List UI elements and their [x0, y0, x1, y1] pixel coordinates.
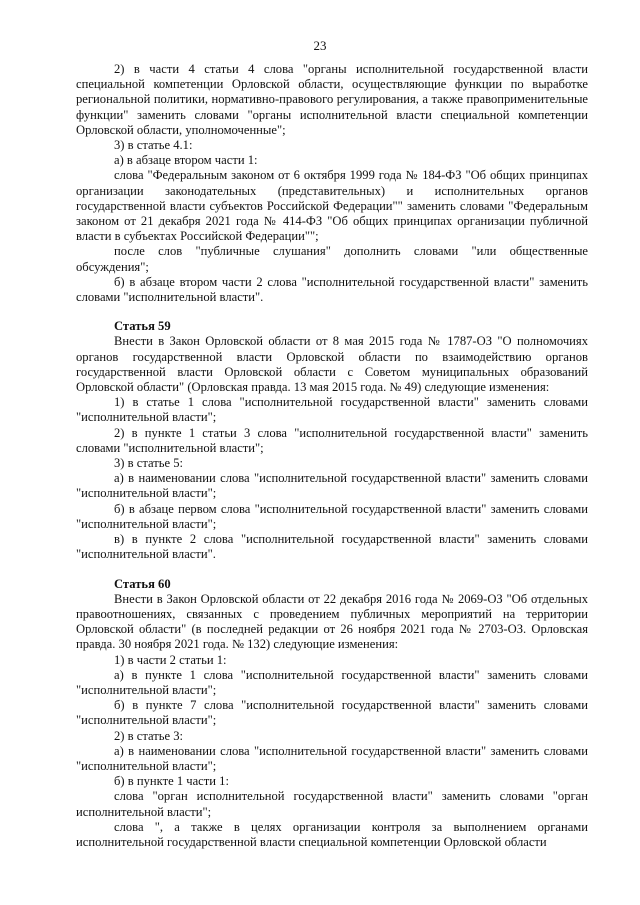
article-60-heading: Статья 60	[114, 576, 171, 591]
paragraph: слова "Федеральным законом от 6 октября 1999 года № 184-ФЗ "Об общих принципах организации законодательных (представительных) и исполнительных органов государственной власти субъектов Российской Федерации"" заменить словами "Федеральным законом от 21 декабря 2021 года № 414-ФЗ "Об общих принципах организации публичной власти в субъектах Российской Федерации"";	[76, 168, 588, 244]
document-body	[76, 62, 588, 850]
paragraph: а) в наименовании слова "исполнительной государственной власти" заменить словами "исполнительной власти";	[76, 743, 588, 773]
paragraph: 2) в статье 3:	[114, 728, 184, 743]
paragraph: а) в наименовании слова "исполнительной государственной власти" заменить словами "исполнительной власти";	[76, 471, 588, 501]
paragraph: а) в пункте 1 слова "исполнительной государственной власти" заменить словами "исполнительной власти";	[76, 667, 588, 697]
paragraph: б) в пункте 1 части 1:	[114, 774, 229, 789]
section-gap	[76, 305, 588, 319]
paragraph: слова "орган исполнительной государственной власти" заменить словами "орган исполнительной власти";	[76, 789, 588, 819]
article-59-heading: Статья 59	[114, 319, 171, 334]
paragraph: Внести в Закон Орловской области от 22 декабря 2016 года № 2069-ОЗ "Об отдельных правоотношениях, связанных с проведением публичных мероприятий на территории Орловской области" (в последней редакции от 26 ноября 2021 года № 2703-ОЗ. Орловская правда. 30 ноября 2021 года. № 132) следующие изменения:	[76, 591, 588, 652]
paragraph: 1) в части 2 статьи 1:	[114, 652, 227, 667]
paragraph: 2) в части 4 статьи 4 слова "органы исполнительной государственной власти специальной компетенции Орловской области, осуществляющие функции по выработке региональной политики, нормативно-правового регулирования, а также правоприменительные функции" заменить словами "органы исполнительной власти специальной компетенции Орловской области, уполномоченные";	[76, 62, 588, 137]
paragraph: 3) в статье 4.1:	[114, 138, 193, 153]
section-gap	[76, 563, 588, 577]
paragraph: а) в абзаце втором части 1:	[114, 153, 258, 168]
page-number: 23	[313, 38, 327, 53]
paragraph: в) в пункте 2 слова "исполнительной государственной власти" заменить словами "исполнительной власти".	[76, 532, 588, 562]
paragraph: б) в абзаце первом слова "исполнительной государственной власти" заменить словами "исполнительной власти";	[76, 501, 588, 531]
paragraph: Внести в Закон Орловской области от 8 мая 2015 года № 1787-ОЗ "О полномочиях органов государственной власти Орловской области по взаимодействию органов государственной власти Орловской области с Советом муниципальных образований Орловской области" (Орловская правда. 13 мая 2015 года. № 49) следующие изменения:	[76, 334, 588, 395]
paragraph: б) в абзаце втором части 2 слова "исполнительной государственной власти" заменить словами "исполнительной власти".	[76, 274, 588, 305]
paragraph: слова ", а также в целях организации контроля за выполнением органами исполнительной государственной власти специальной компетенции Орловской области	[76, 819, 588, 849]
paragraph: 1) в статье 1 слова "исполнительной государственной власти" заменить словами "исполнительной власти";	[76, 395, 588, 425]
paragraph: б) в пункте 7 слова "исполнительной государственной власти" заменить словами "исполнительной власти";	[76, 698, 588, 728]
paragraph: после слов "публичные слушания" дополнить словами "или общественные обсуждения";	[76, 244, 588, 274]
paragraph: 2) в пункте 1 статьи 3 слова "исполнительной государственной власти" заменить словами "исполнительной власти";	[76, 425, 588, 455]
paragraph: 3) в статье 5:	[114, 456, 184, 471]
